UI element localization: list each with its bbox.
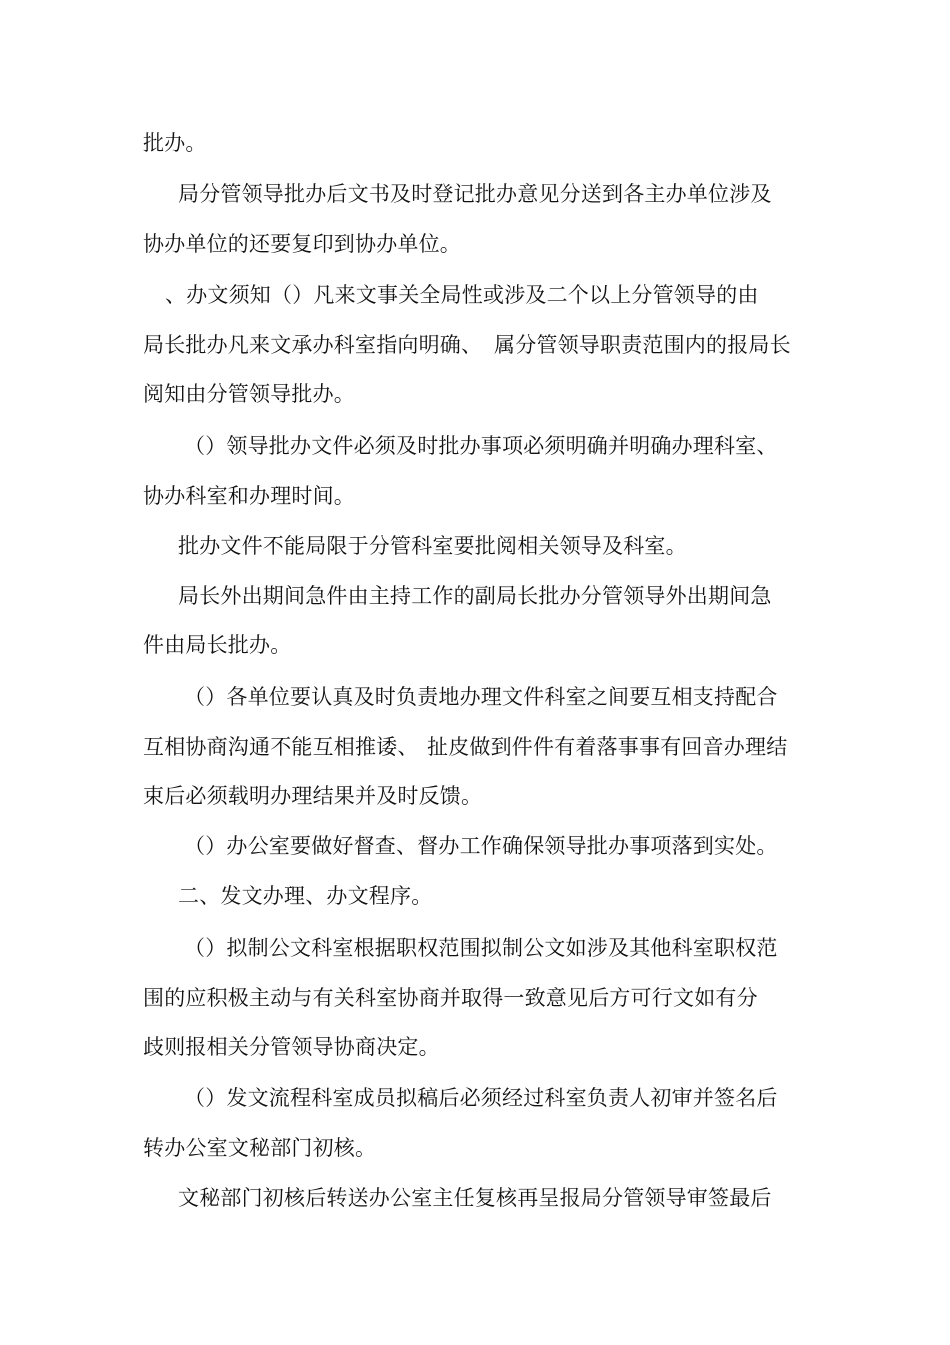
text-line: 局分管领导批办后文书及时登记批办意见分送到各主办单位涉及: [178, 182, 772, 206]
text-line: 批办文件不能局限于分管科室要批阅相关领导及科室。: [178, 534, 687, 558]
text-line: 协办科室和办理时间。: [143, 484, 355, 508]
text-line: （）各单位要认真及时负责地办理文件科室之间要互相支持配合: [184, 685, 778, 709]
text-line: （）办公室要做好督查、督办工作确保领导批办事项落到实处。: [184, 834, 778, 858]
text-line: 局长批办凡来文承办科室指向明确、: [143, 333, 483, 357]
text-line: （）领导批办文件必须及时批办事项必须明确并明确办理科室、: [184, 434, 778, 458]
text-line: 、办文须知（）凡来文事关全局性或涉及二个以上分管领导的由: [165, 283, 759, 307]
text-line: 互相协商沟通不能互相推诿、: [143, 735, 419, 759]
text-line: 文秘部门初核后转送办公室主任复核再呈报局分管领导审签最后: [178, 1186, 772, 1210]
text-line: 扯皮做到件件有着落事事有回音办理结: [427, 735, 788, 759]
text-line: 批办。: [143, 131, 207, 155]
text-line: 歧则报相关分管领导协商决定。: [143, 1035, 440, 1059]
text-line: 属分管领导职责范围内的报局长: [494, 333, 791, 357]
text-line: （）发文流程科室成员拟稿后必须经过科室负责人初审并签名后: [184, 1086, 778, 1110]
text-line: 二、发文办理、办文程序。: [178, 884, 433, 908]
text-line: 协办单位的还要复印到协办单位。: [143, 232, 461, 256]
text-line: 束后必须载明办理结果并及时反馈。: [143, 784, 483, 808]
text-line: 件由局长批办。: [143, 633, 292, 657]
text-line: 转办公室文秘部门初核。: [143, 1136, 377, 1160]
text-line: 阅知由分管领导批办。: [143, 382, 355, 406]
text-line: 围的应积极主动与有关科室协商并取得一致意见后方可行文如有分: [143, 986, 758, 1010]
text-line: （）拟制公文科室根据职权范围拟制公文如涉及其他科室职权范: [184, 936, 778, 960]
text-line: 局长外出期间急件由主持工作的副局长批办分管领导外出期间急: [178, 584, 772, 608]
